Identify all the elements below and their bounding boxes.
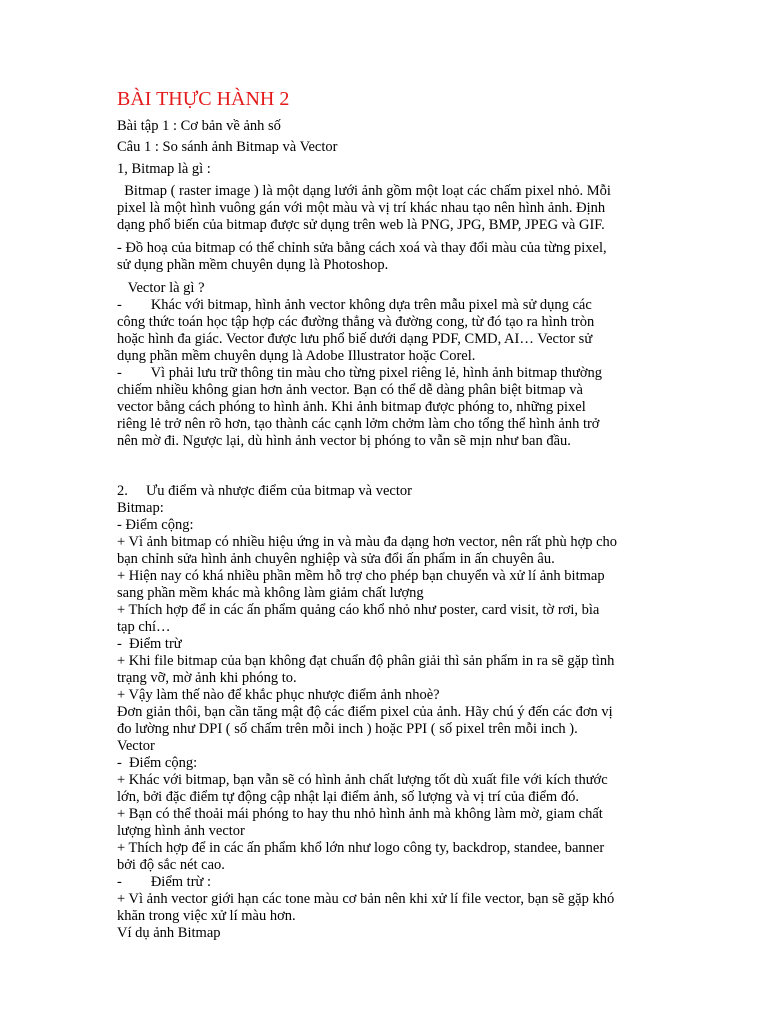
text-line: 1, Bitmap là gì :: [117, 161, 211, 177]
text-line: công thức toán học tập hợp các đường thẳng và đường cong, từ đó tạo ra hình tròn: [117, 314, 595, 330]
text-line: Bài tập 1 : Cơ bản về ảnh số: [117, 118, 281, 134]
text-line: Câu 1 : So sánh ảnh Bitmap và Vector: [117, 139, 338, 155]
text-line: + Khi file bitmap của bạn không đạt chuẩn độ phân giải thì sản phẩm in ra sẽ gặp tình: [117, 653, 615, 669]
text-line: khăn trong việc xử lí màu hơn.: [117, 908, 296, 924]
section-heading: 2. Ưu điểm và nhược điểm của bitmap và vector: [117, 483, 412, 499]
text-line: + Vì ảnh bitmap có nhiều hiệu ứng in và màu đa dạng hơn vector, nên rất phù hợp cho: [117, 534, 618, 550]
text-line: Vector: [117, 738, 155, 754]
text-line: - Vì phải lưu trữ thông tin màu cho từng pixel riêng lẻ, hình ảnh bitmap thường: [117, 365, 603, 381]
text-line: + Thích hợp để in các ấn phẩm khổ lớn như logo công ty, backdrop, standee, banner: [117, 840, 605, 856]
text-line: + Thích hợp để in các ấn phẩm quảng cáo khổ nhỏ như poster, card visit, tờ rơi, bìa: [117, 602, 600, 618]
text-line: Ví dụ ảnh Bitmap: [117, 925, 221, 941]
text-line: + Bạn có thể thoải mái phóng to hay thu nhỏ hình ảnh mà không làm mờ, giam chất: [117, 806, 603, 822]
text-line: lớn, bởi đặc điểm tự động cập nhật lại điểm ảnh, số lượng và vị trí của điểm đó.: [117, 789, 579, 805]
text-line: - Điểm cộng:: [117, 755, 198, 771]
text-line: + Khác với bitmap, bạn vẫn sẽ có hình ảnh chất lượng tốt dù xuất file với kích thước: [117, 772, 608, 788]
text-line: + Vì ảnh vector giới hạn các tone màu cơ bản nên khi xử lí file vector, bạn sẽ gặp khó: [117, 891, 615, 907]
text-line: - Điểm trừ: [117, 636, 182, 652]
text-line: dạng phổ biến của bitmap được sử dụng trên web là PNG, JPG, BMP, JPEG và GIF.: [117, 217, 605, 233]
text-line: + Vậy làm thế nào để khắc phục nhược điểm ảnh nhoè?: [117, 687, 440, 703]
text-line: bởi độ sắc nét cao.: [117, 857, 225, 873]
text-line: - Khác với bitmap, hình ảnh vector không dựa trên mẫu pixel mà sử dụng các: [117, 297, 592, 313]
text-line: sang phần mềm khác mà không làm giảm chất lượng: [117, 585, 424, 601]
text-line: - Điểm trừ :: [117, 874, 212, 890]
text-line: dụng phần mềm chuyên dụng là Adobe Illustrator hoặc Corel.: [117, 348, 476, 364]
text-line: nên mờ đi. Ngược lại, dù hình ảnh vector bị phóng to vẫn sẽ mịn như ban đầu.: [117, 433, 571, 449]
text-line: - Đồ hoạ của bitmap có thể chỉnh sửa bằng cách xoá và thay đổi màu của từng pixel,: [117, 240, 607, 256]
text-line: vector bằng cách phóng to hình ảnh. Khi ảnh bitmap được phóng to, những pixel: [117, 399, 586, 415]
text-line: pixel là một hình vuông gán với một màu và vị trí khác nhau tạo nên hình ảnh. Định: [117, 200, 606, 216]
text-line: Bitmap ( raster image ) là một dạng lưới ảnh gồm một loạt các chấm pixel nhỏ. Mỗi: [117, 183, 611, 199]
text-line: Vector là gì ?: [117, 280, 205, 296]
text-line: chiếm nhiều không gian hơn ảnh vector. Bạn có thể dễ dàng phân biệt bitmap và: [117, 382, 583, 398]
text-line: đo lường như DPI ( số chấm trên mỗi inch ) hoặc PPI ( số pixel trên mỗi inch ).: [117, 721, 578, 737]
text-line: riêng lẻ trở nên rõ hơn, tạo thành các cạnh lởm chởm làm cho tổng thể hình ảnh trở: [117, 416, 600, 432]
text-line: bạn chỉnh sửa hình ảnh chuyên nghiệp và sửa đổi ấn phẩm in ấn chuyên âu.: [117, 551, 555, 567]
text-line: - Điểm cộng:: [117, 517, 194, 533]
text-line: sử dụng phần mềm chuyên dụng là Photoshop.: [117, 257, 389, 273]
text-line: + Hiện nay có khá nhiều phần mềm hỗ trợ cho phép bạn chuyển và xử lí ảnh bitmap: [117, 568, 605, 584]
text-line: tạp chí…: [117, 619, 171, 635]
text-line: Bitmap:: [117, 500, 164, 516]
page-title: BÀI THỰC HÀNH 2: [117, 88, 290, 110]
text-line: hoặc hình đa giác. Vector được lưu phổ biế dưới dạng PDF, CMD, AI… Vector sử: [117, 331, 593, 347]
text-line: lượng hình ảnh vector: [117, 823, 245, 839]
text-line: trạng vỡ, mờ ảnh khi phóng to.: [117, 670, 297, 686]
text-line: Đơn giản thôi, bạn cần tăng mật độ các điểm pixel của ảnh. Hãy chú ý đến các đơn vị: [117, 704, 613, 720]
